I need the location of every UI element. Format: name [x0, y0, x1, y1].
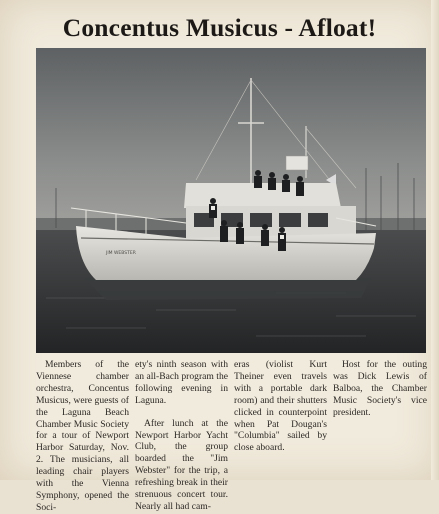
article-column-4 — [333, 359, 427, 475]
paragraph: ety's ninth season with an all-Bach program the following evening in Laguna. — [135, 359, 228, 406]
article-column-1 — [36, 359, 129, 513]
paragraph: eras (violist Kurt Theiner even travels with a portable dark room) and their shutters clicked in counterpoint when Pat Dougan's "Columbia" sailed by close aboard. — [234, 359, 327, 454]
article-body — [36, 359, 427, 513]
paragraph: Host for the outing was Dick Lewis of Balboa, the Chamber Music Society's vice president. — [333, 359, 427, 418]
flybridge — [184, 183, 341, 208]
article-column-3 — [234, 359, 327, 475]
paragraph: After lunch at the Newport Harbor Yacht Club, the group boarded the "Jim Webster" for the trip, a refreshing break in their strenuous concert tour. Nearly all had cam- — [135, 417, 228, 512]
headline: Concentus Musicus - Afloat! — [62, 13, 377, 42]
boat-reflection — [84, 278, 371, 300]
radar — [286, 156, 308, 170]
paper-edge — [431, 0, 439, 480]
harbor-boat-photo — [36, 48, 426, 353]
paragraph: Members of the Viennese chamber orchestra, Concentus Musicus, were guests of the Laguna Beach Chamber Music Society for a tour of Newport Harbor Saturday, Nov. 2. The musicians, all leading chair players with the Vienna Symphony, opened the Soci- — [36, 359, 129, 513]
hull-name: JIM WEBSTER — [106, 251, 136, 256]
photo-illustration — [36, 48, 426, 353]
article-column-2 — [135, 359, 228, 512]
